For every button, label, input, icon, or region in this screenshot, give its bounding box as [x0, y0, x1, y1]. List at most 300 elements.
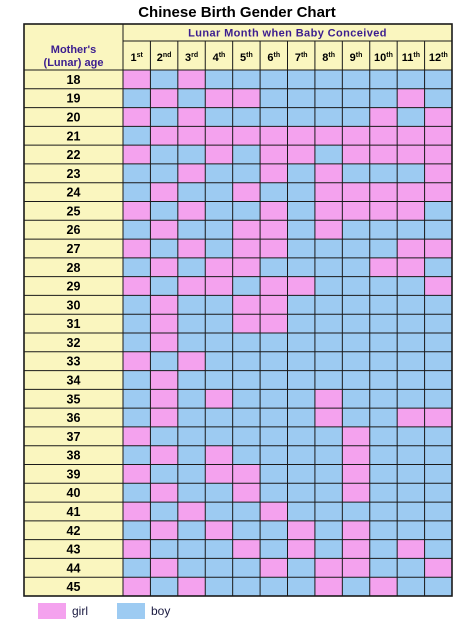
cell-boy — [123, 220, 150, 239]
row-header-age: 41 — [66, 504, 81, 519]
cell-girl — [123, 277, 150, 296]
cell-girl — [150, 295, 177, 314]
cell-boy — [178, 89, 205, 108]
cell-boy — [233, 389, 260, 408]
cell-girl — [150, 483, 177, 502]
cell-boy — [260, 408, 287, 427]
cell-boy — [342, 408, 369, 427]
cell-girl — [425, 558, 452, 577]
cell-boy — [397, 446, 424, 465]
cell-boy — [370, 521, 397, 540]
cell-girl — [150, 126, 177, 145]
cell-boy — [425, 389, 452, 408]
cell-boy — [233, 502, 260, 521]
row-header-age: 27 — [66, 241, 81, 256]
cell-girl — [150, 220, 177, 239]
cell-boy — [233, 521, 260, 540]
cell-girl — [260, 239, 287, 258]
cell-boy — [370, 446, 397, 465]
legend-girl-swatch — [38, 603, 66, 619]
row-header-age: 30 — [66, 298, 81, 313]
cell-boy — [233, 352, 260, 371]
column-header: 5th — [240, 52, 253, 64]
row-header-label: Mother's — [50, 44, 97, 56]
cell-girl — [233, 483, 260, 502]
cell-girl — [178, 239, 205, 258]
cell-boy — [123, 558, 150, 577]
cell-girl — [150, 446, 177, 465]
cell-boy — [315, 540, 342, 559]
cell-girl — [370, 202, 397, 221]
cell-boy — [260, 258, 287, 277]
cell-boy — [425, 371, 452, 390]
cell-boy — [315, 483, 342, 502]
row-header-age: 21 — [66, 129, 81, 144]
cell-boy — [260, 521, 287, 540]
row-header-age: 36 — [66, 411, 81, 426]
cell-boy — [315, 258, 342, 277]
cell-boy — [397, 70, 424, 89]
cell-boy — [288, 371, 315, 390]
cell-boy — [233, 408, 260, 427]
cell-girl — [205, 389, 232, 408]
cell-boy — [342, 333, 369, 352]
cell-girl — [205, 465, 232, 484]
column-header: 8th — [322, 52, 335, 64]
cell-girl — [150, 89, 177, 108]
cell-boy — [342, 502, 369, 521]
cell-boy — [370, 540, 397, 559]
chart-title: Chinese Birth Gender Chart — [138, 4, 336, 21]
cell-boy — [315, 371, 342, 390]
cell-girl — [205, 521, 232, 540]
cell-boy — [342, 295, 369, 314]
cell-boy — [425, 70, 452, 89]
cell-boy — [260, 465, 287, 484]
cell-boy — [233, 558, 260, 577]
column-header: 3rd — [184, 52, 199, 64]
cell-boy — [233, 577, 260, 596]
cell-boy — [260, 483, 287, 502]
cell-boy — [233, 70, 260, 89]
row-header-age: 35 — [66, 392, 81, 407]
cell-boy — [233, 333, 260, 352]
cell-girl — [123, 540, 150, 559]
cell-boy — [288, 108, 315, 127]
cell-boy — [342, 371, 369, 390]
cell-boy — [288, 89, 315, 108]
cell-boy — [178, 446, 205, 465]
cell-girl — [178, 126, 205, 145]
cell-boy — [370, 277, 397, 296]
cell-girl — [342, 521, 369, 540]
cell-boy — [233, 108, 260, 127]
cell-girl — [233, 258, 260, 277]
cell-boy — [150, 352, 177, 371]
cell-girl — [288, 521, 315, 540]
cell-boy — [178, 540, 205, 559]
legend-boy-label: boy — [151, 604, 171, 618]
column-header: 1st — [130, 52, 143, 64]
cell-boy — [260, 183, 287, 202]
cell-girl — [123, 427, 150, 446]
cell-boy — [233, 145, 260, 164]
cell-boy — [425, 521, 452, 540]
cell-girl — [397, 408, 424, 427]
cell-boy — [205, 202, 232, 221]
cell-boy — [123, 446, 150, 465]
cell-girl — [178, 577, 205, 596]
cell-boy — [425, 483, 452, 502]
cell-boy — [260, 70, 287, 89]
cell-boy — [205, 183, 232, 202]
cell-girl — [123, 70, 150, 89]
cell-girl — [233, 126, 260, 145]
cell-girl — [315, 183, 342, 202]
cell-boy — [397, 333, 424, 352]
cell-boy — [425, 295, 452, 314]
cell-boy — [178, 333, 205, 352]
row-header-age: 34 — [66, 373, 81, 388]
cell-girl — [342, 465, 369, 484]
cell-boy — [150, 239, 177, 258]
cell-boy — [123, 408, 150, 427]
row-header-age: 24 — [66, 185, 81, 200]
cell-boy — [178, 220, 205, 239]
cell-boy — [315, 295, 342, 314]
cell-boy — [288, 465, 315, 484]
cell-boy — [397, 108, 424, 127]
cell-boy — [425, 540, 452, 559]
cell-boy — [342, 314, 369, 333]
cell-girl — [205, 145, 232, 164]
cell-boy — [205, 577, 232, 596]
cell-girl — [260, 126, 287, 145]
cell-boy — [123, 333, 150, 352]
cell-girl — [397, 540, 424, 559]
cell-girl — [123, 202, 150, 221]
cell-girl — [342, 483, 369, 502]
cell-girl — [370, 258, 397, 277]
cell-girl — [205, 126, 232, 145]
cell-girl — [205, 89, 232, 108]
cell-girl — [425, 108, 452, 127]
cell-boy — [370, 558, 397, 577]
cell-boy — [315, 446, 342, 465]
cell-boy — [397, 465, 424, 484]
cell-girl — [342, 202, 369, 221]
cell-boy — [342, 70, 369, 89]
cell-boy — [178, 314, 205, 333]
cell-girl — [342, 126, 369, 145]
cell-boy — [205, 483, 232, 502]
cell-girl — [233, 295, 260, 314]
cell-girl — [150, 371, 177, 390]
cell-boy — [288, 427, 315, 446]
cell-boy — [260, 89, 287, 108]
cell-boy — [425, 577, 452, 596]
column-header: 7th — [294, 52, 308, 64]
cell-boy — [123, 314, 150, 333]
cell-boy — [288, 202, 315, 221]
row-header-age: 23 — [66, 166, 81, 181]
cell-boy — [370, 427, 397, 446]
cell-boy — [205, 371, 232, 390]
cell-boy — [205, 352, 232, 371]
cell-boy — [178, 408, 205, 427]
legend-girl-label: girl — [72, 604, 89, 618]
cell-girl — [123, 502, 150, 521]
cell-girl — [342, 183, 369, 202]
cell-boy — [370, 352, 397, 371]
cell-girl — [150, 558, 177, 577]
cell-girl — [233, 183, 260, 202]
cell-boy — [150, 145, 177, 164]
cell-girl — [123, 465, 150, 484]
row-header-age: 31 — [66, 317, 81, 332]
cell-boy — [425, 258, 452, 277]
cell-boy — [397, 314, 424, 333]
cell-boy — [150, 465, 177, 484]
cell-boy — [397, 220, 424, 239]
cell-girl — [260, 277, 287, 296]
cell-boy — [233, 371, 260, 390]
cell-boy — [150, 202, 177, 221]
cell-boy — [150, 577, 177, 596]
row-header-age: 20 — [66, 110, 81, 125]
cell-girl — [315, 220, 342, 239]
cell-boy — [397, 577, 424, 596]
cell-boy — [288, 389, 315, 408]
row-header-age: 37 — [66, 429, 81, 444]
cell-girl — [233, 220, 260, 239]
cell-boy — [260, 427, 287, 446]
cell-boy — [315, 352, 342, 371]
column-header: 10th — [374, 52, 393, 64]
cell-boy — [150, 502, 177, 521]
cell-boy — [342, 277, 369, 296]
cell-boy — [315, 465, 342, 484]
cell-boy — [205, 502, 232, 521]
cell-boy — [425, 465, 452, 484]
row-header-age: 33 — [66, 354, 81, 369]
cell-girl — [178, 164, 205, 183]
cell-boy — [205, 239, 232, 258]
cell-boy — [288, 239, 315, 258]
row-header-age: 22 — [66, 148, 81, 163]
cell-boy — [260, 446, 287, 465]
cell-boy — [178, 465, 205, 484]
cell-boy — [425, 352, 452, 371]
cell-boy — [315, 502, 342, 521]
cell-boy — [150, 70, 177, 89]
cell-girl — [315, 126, 342, 145]
cell-boy — [288, 577, 315, 596]
cell-boy — [342, 352, 369, 371]
cell-boy — [288, 220, 315, 239]
cell-boy — [260, 577, 287, 596]
cell-boy — [123, 126, 150, 145]
cell-boy — [260, 371, 287, 390]
cell-boy — [150, 108, 177, 127]
cell-boy — [288, 333, 315, 352]
cell-boy — [342, 258, 369, 277]
cell-boy — [342, 577, 369, 596]
column-header: 4th — [212, 52, 226, 64]
cell-boy — [150, 164, 177, 183]
cell-girl — [150, 521, 177, 540]
cell-boy — [370, 465, 397, 484]
cell-girl — [123, 108, 150, 127]
cell-boy — [397, 277, 424, 296]
cell-girl — [288, 145, 315, 164]
cell-boy — [123, 295, 150, 314]
cell-boy — [123, 89, 150, 108]
cell-girl — [425, 239, 452, 258]
cell-boy — [397, 295, 424, 314]
cell-boy — [178, 427, 205, 446]
cell-boy — [342, 239, 369, 258]
cell-boy — [397, 389, 424, 408]
cell-boy — [178, 521, 205, 540]
cell-girl — [150, 389, 177, 408]
cell-girl — [370, 126, 397, 145]
cell-boy — [178, 295, 205, 314]
cell-boy — [123, 258, 150, 277]
cell-boy — [342, 89, 369, 108]
cell-boy — [370, 483, 397, 502]
cell-boy — [205, 558, 232, 577]
cell-boy — [233, 202, 260, 221]
cell-girl — [397, 258, 424, 277]
cell-boy — [123, 389, 150, 408]
cell-girl — [288, 126, 315, 145]
row-header-age: 19 — [66, 91, 81, 106]
cell-boy — [315, 70, 342, 89]
row-header-age: 40 — [66, 486, 81, 501]
cell-girl — [397, 145, 424, 164]
cell-girl — [315, 389, 342, 408]
cell-girl — [123, 145, 150, 164]
cell-girl — [397, 239, 424, 258]
cell-boy — [315, 277, 342, 296]
cell-boy — [370, 239, 397, 258]
cell-boy — [425, 314, 452, 333]
row-header-age: 42 — [66, 523, 81, 538]
cell-boy — [342, 164, 369, 183]
cell-boy — [315, 89, 342, 108]
cell-boy — [397, 521, 424, 540]
cell-girl — [397, 126, 424, 145]
cell-girl — [288, 277, 315, 296]
cell-boy — [123, 521, 150, 540]
cell-girl — [425, 164, 452, 183]
cell-girl — [342, 446, 369, 465]
cell-girl — [342, 558, 369, 577]
row-header-age: 32 — [66, 335, 81, 350]
cell-girl — [260, 164, 287, 183]
cell-girl — [205, 277, 232, 296]
cell-boy — [178, 483, 205, 502]
cell-boy — [315, 333, 342, 352]
cell-girl — [178, 108, 205, 127]
cell-boy — [150, 427, 177, 446]
cell-girl — [123, 239, 150, 258]
cell-boy — [205, 70, 232, 89]
cell-boy — [178, 371, 205, 390]
cell-girl — [315, 202, 342, 221]
cell-boy — [260, 389, 287, 408]
cell-boy — [123, 483, 150, 502]
cell-girl — [178, 202, 205, 221]
cell-boy — [397, 352, 424, 371]
cell-boy — [288, 502, 315, 521]
cell-boy — [425, 446, 452, 465]
cell-boy — [123, 183, 150, 202]
cell-boy — [315, 108, 342, 127]
cell-girl — [425, 183, 452, 202]
cell-boy — [205, 220, 232, 239]
cell-boy — [205, 427, 232, 446]
cell-boy — [233, 277, 260, 296]
cell-boy — [397, 371, 424, 390]
cell-girl — [150, 408, 177, 427]
cell-boy — [370, 408, 397, 427]
column-header: 6th — [267, 52, 281, 64]
cell-boy — [370, 70, 397, 89]
cell-boy — [315, 427, 342, 446]
cell-boy — [205, 295, 232, 314]
cell-boy — [397, 164, 424, 183]
cell-girl — [315, 558, 342, 577]
cell-boy — [397, 558, 424, 577]
cell-girl — [233, 465, 260, 484]
cell-boy — [370, 333, 397, 352]
cell-girl — [260, 558, 287, 577]
cell-girl — [315, 408, 342, 427]
cell-boy — [425, 427, 452, 446]
legend-boy-swatch — [117, 603, 145, 619]
cell-girl — [260, 220, 287, 239]
column-header: 11th — [401, 52, 420, 64]
cell-girl — [260, 202, 287, 221]
cell-girl — [425, 277, 452, 296]
cell-girl — [260, 295, 287, 314]
column-header: 12th — [428, 52, 448, 64]
cell-boy — [425, 220, 452, 239]
row-header-age: 25 — [66, 204, 81, 219]
cell-boy — [260, 540, 287, 559]
row-header-age: 39 — [66, 467, 81, 482]
cell-boy — [370, 164, 397, 183]
cell-boy — [370, 314, 397, 333]
cell-girl — [397, 202, 424, 221]
cell-boy — [342, 108, 369, 127]
cell-boy — [150, 277, 177, 296]
cell-boy — [425, 502, 452, 521]
cell-boy — [178, 558, 205, 577]
cell-girl — [123, 577, 150, 596]
cell-boy — [315, 521, 342, 540]
cell-girl — [397, 183, 424, 202]
row-header-age: 43 — [66, 542, 81, 557]
cell-girl — [260, 145, 287, 164]
cell-boy — [288, 446, 315, 465]
row-header-label: (Lunar) age — [43, 57, 104, 69]
cell-boy — [288, 70, 315, 89]
cell-boy — [315, 145, 342, 164]
cell-girl — [425, 408, 452, 427]
